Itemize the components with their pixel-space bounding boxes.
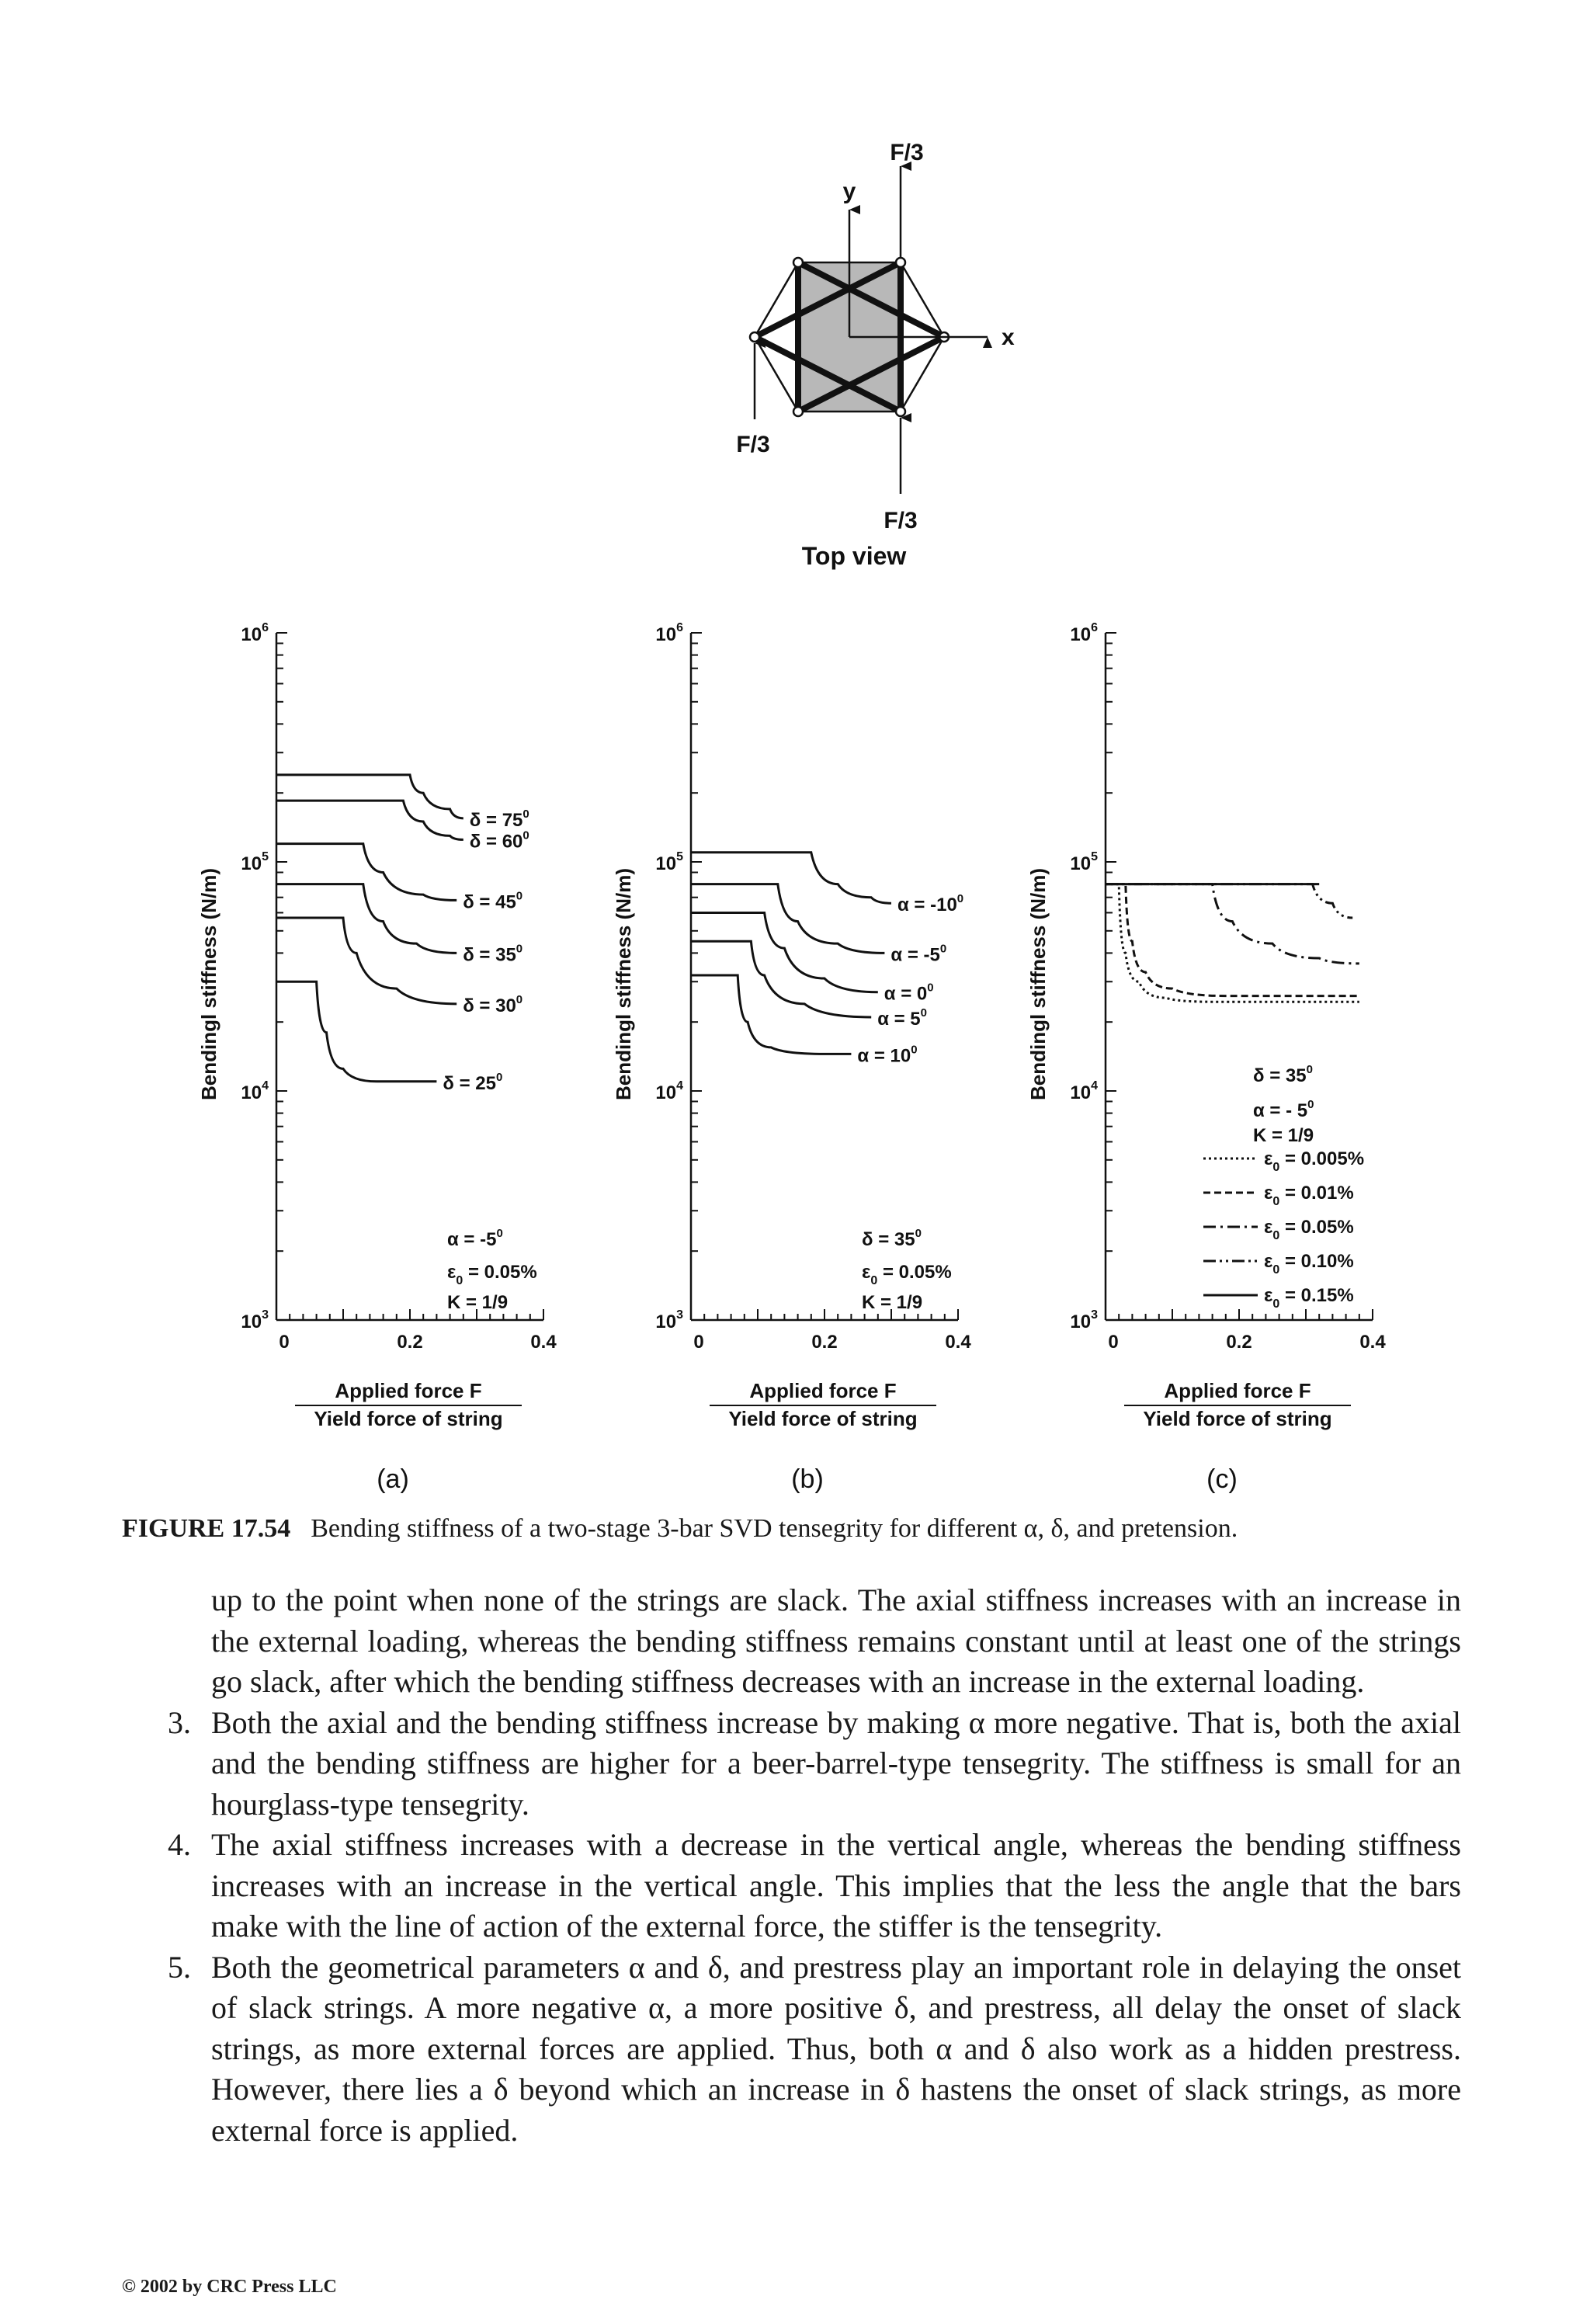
series-label bbox=[470, 808, 529, 831]
series-label bbox=[857, 1043, 917, 1066]
series-label-text: α = 10 bbox=[857, 1045, 911, 1067]
x-tick-label: 0 bbox=[1108, 1332, 1119, 1353]
chart-annotation bbox=[447, 1227, 503, 1250]
legend-subscript: 0 bbox=[1272, 1161, 1280, 1174]
x-tick-label: 0.2 bbox=[1226, 1332, 1252, 1353]
chart-annotation bbox=[1253, 1063, 1313, 1086]
x-axis-label-numerator: Applied force F bbox=[335, 1379, 482, 1402]
figure-caption-label: FIGURE 17.54 bbox=[122, 1514, 291, 1543]
series-label-text: α = 5 bbox=[877, 1008, 921, 1030]
series-line bbox=[691, 884, 884, 954]
legend-entry bbox=[1264, 1183, 1354, 1208]
chart-annotation-superscript: 0 bbox=[1306, 1063, 1313, 1076]
series-label-exponent: 0 bbox=[939, 942, 947, 956]
x-tick-label: 0 bbox=[693, 1332, 704, 1353]
y-tick-label-base: 10 bbox=[655, 1082, 677, 1103]
series-label-exponent: 0 bbox=[927, 981, 934, 995]
series-line bbox=[1106, 884, 1352, 918]
chart-annotation bbox=[1253, 1125, 1314, 1146]
y-axis-label: Bendingl stiffness (N/m) bbox=[612, 867, 635, 1101]
y-tick-label-base: 10 bbox=[1070, 853, 1092, 874]
chart-annotation-text: K = 1/9 bbox=[862, 1292, 923, 1313]
series-label bbox=[463, 889, 522, 912]
chart-annotation-superscript: 0 bbox=[496, 1227, 503, 1240]
figure-caption bbox=[122, 1514, 1488, 1544]
y-tick-label bbox=[655, 850, 683, 874]
list-item-text: The axial stiffness increases with a decrease in the vertical angle, whereas the bending stiffness increases with an increase in the vertical angle. This implies that the less the angle that the bars make with the line of action of the external force, the stiffer is the tensegrity. bbox=[211, 1827, 1461, 1944]
chart-annotation bbox=[862, 1227, 922, 1250]
top-view-diagram bbox=[736, 140, 1015, 570]
legend-entry bbox=[1264, 1217, 1354, 1242]
series-line bbox=[276, 844, 457, 901]
y-tick-label-base: 10 bbox=[655, 853, 677, 874]
y-tick-label bbox=[655, 621, 683, 645]
chart-panels bbox=[197, 621, 1386, 1494]
legend-symbol: ε bbox=[1264, 1217, 1273, 1238]
legend-subscript: 0 bbox=[1272, 1195, 1280, 1208]
list-item-text: Both the axial and the bending stiffness increase by making α more negative. That is, both the axial and the bending stiffness are higher for a beer-barrel-type tensegrity. The stiffness is small for an hourglass-type tensegrity. bbox=[211, 1704, 1461, 1822]
x-tick-label: 0.4 bbox=[945, 1332, 971, 1353]
legend-value: = 0.15% bbox=[1279, 1285, 1354, 1306]
series-label-text: δ = 45 bbox=[463, 891, 516, 913]
series-label-text: δ = 60 bbox=[469, 831, 523, 853]
y-tick-label-base: 10 bbox=[1070, 1311, 1092, 1332]
body-text bbox=[168, 1580, 1461, 2151]
chart-annotation-text: ε bbox=[447, 1262, 457, 1283]
series-label bbox=[897, 892, 963, 915]
series-label-text: α = -5 bbox=[890, 944, 940, 966]
series-line bbox=[691, 941, 871, 1017]
y-tick-label-exponent: 6 bbox=[676, 621, 683, 634]
legend-symbol: ε bbox=[1264, 1251, 1273, 1272]
y-tick-label-exponent: 5 bbox=[676, 850, 683, 863]
list-item-text: Both the geometrical parameters α and δ, and prestress play an important role in delaying the onset of slack strings. A more negative α, a more positive δ, and prestress, all delay the onset of slack strings, as more external forces are applied. Thus, both α and δ also work as a hidden prestress. However, there lies a δ beyond which an increase in δ hastens the onset of slack strings, as more external force is applied. bbox=[211, 1949, 1461, 2148]
chart-annotation bbox=[447, 1292, 508, 1313]
y-tick-label-exponent: 4 bbox=[676, 1079, 683, 1093]
legend-entry bbox=[1264, 1285, 1354, 1311]
top-view-label-left-force: F/3 bbox=[736, 432, 770, 457]
y-tick-label bbox=[241, 621, 269, 645]
chart-annotation-suffix: = 0.05% bbox=[877, 1262, 952, 1283]
y-tick-label-base: 10 bbox=[655, 1311, 677, 1332]
y-tick-label-exponent: 4 bbox=[1091, 1079, 1098, 1093]
chart-panel-a bbox=[197, 621, 557, 1494]
y-tick-label-base: 10 bbox=[1070, 624, 1092, 645]
chart-annotation-superscript: 0 bbox=[1307, 1098, 1314, 1111]
series-line bbox=[276, 981, 436, 1082]
list-item bbox=[168, 1947, 1461, 2152]
x-tick-label: 0.2 bbox=[397, 1332, 423, 1353]
series-label-text: α = 0 bbox=[884, 983, 928, 1005]
legend-value: = 0.01% bbox=[1279, 1183, 1354, 1204]
chart-panel-c bbox=[1026, 621, 1386, 1494]
y-tick-label bbox=[1070, 621, 1098, 645]
legend-entry bbox=[1264, 1148, 1364, 1174]
y-tick-label-base: 10 bbox=[1070, 1082, 1092, 1103]
chart-annotation bbox=[1253, 1098, 1314, 1121]
y-tick-label-exponent: 6 bbox=[1091, 621, 1098, 634]
chart-annotation-text: α = - 5 bbox=[1253, 1100, 1308, 1121]
list-item bbox=[168, 1825, 1461, 1947]
series-label-text: δ = 25 bbox=[443, 1072, 497, 1094]
chart-annotation bbox=[447, 1262, 537, 1287]
series-line bbox=[1106, 884, 1359, 1002]
y-axis-label: Bendingl stiffness (N/m) bbox=[1026, 867, 1050, 1101]
series-label-exponent: 0 bbox=[522, 829, 529, 842]
series-label bbox=[463, 993, 522, 1016]
legend-subscript: 0 bbox=[1272, 1229, 1280, 1242]
series-line bbox=[276, 775, 463, 818]
chart-annotation-subscript: 0 bbox=[456, 1274, 463, 1287]
legend-value: = 0.05% bbox=[1279, 1217, 1354, 1238]
chart-annotation-suffix: = 0.05% bbox=[463, 1262, 537, 1283]
top-view-caption: Top view bbox=[801, 542, 907, 570]
series-label-exponent: 0 bbox=[911, 1043, 918, 1057]
series-line bbox=[691, 912, 878, 992]
y-tick-label-exponent: 5 bbox=[262, 850, 269, 863]
series-label-exponent: 0 bbox=[522, 807, 529, 821]
y-tick-label bbox=[1070, 1079, 1098, 1103]
series-label bbox=[890, 942, 946, 965]
x-tick-label: 0.4 bbox=[1359, 1332, 1386, 1353]
legend-symbol: ε bbox=[1264, 1183, 1273, 1204]
series-label-exponent: 0 bbox=[516, 942, 523, 956]
series-label-exponent: 0 bbox=[956, 892, 964, 906]
panel-label: (b) bbox=[791, 1464, 824, 1494]
y-tick-label bbox=[1070, 1308, 1098, 1332]
legend-entry bbox=[1264, 1251, 1354, 1277]
series-label bbox=[877, 1006, 927, 1030]
panel-label: (c) bbox=[1206, 1464, 1238, 1494]
y-axis-label: Bendingl stiffness (N/m) bbox=[197, 867, 220, 1101]
panel-label: (a) bbox=[377, 1464, 409, 1494]
paragraph-continuation: up to the point when none of the strings are slack. The axial stiffness increases with an increase in the external loading, whereas the bending stiffness remains constant until at least one of the strings go slack, after which the bending stiffness decreases with an increase in the external loading. bbox=[211, 1582, 1461, 1699]
chart-annotation-text: α = -5 bbox=[447, 1229, 497, 1250]
y-tick-label bbox=[655, 1079, 683, 1103]
x-tick-label: 0.2 bbox=[811, 1332, 838, 1353]
y-tick-label-base: 10 bbox=[241, 1082, 262, 1103]
series-label-exponent: 0 bbox=[516, 992, 523, 1006]
copyright-footer: © 2002 by CRC Press LLC bbox=[122, 2277, 337, 2297]
series-label bbox=[884, 981, 934, 1005]
series-line bbox=[1106, 884, 1359, 964]
chart-panel-b bbox=[612, 621, 971, 1494]
y-tick-label-base: 10 bbox=[655, 624, 677, 645]
series-label-text: δ = 35 bbox=[463, 944, 516, 966]
legend-subscript: 0 bbox=[1272, 1263, 1280, 1277]
y-tick-label bbox=[241, 1079, 269, 1103]
y-tick-label-exponent: 6 bbox=[262, 621, 269, 634]
chart-annotation-superscript: 0 bbox=[915, 1227, 922, 1240]
chart-annotation-text: δ = 35 bbox=[862, 1229, 915, 1250]
series-label bbox=[470, 829, 529, 852]
figure-caption-text: Bending stiffness of a two-stage 3-bar SVD tensegrity for different α, δ, and pretension. bbox=[311, 1514, 1238, 1543]
x-axis-label-denominator: Yield force of string bbox=[728, 1407, 918, 1430]
y-tick-label bbox=[241, 1308, 269, 1332]
series-label-exponent: 0 bbox=[920, 1006, 927, 1020]
series-line bbox=[691, 853, 891, 903]
top-view-label-y: y bbox=[842, 179, 856, 204]
x-tick-label: 0 bbox=[279, 1332, 290, 1353]
list-item-number: 3. bbox=[168, 1704, 191, 1740]
legend-symbol: ε bbox=[1264, 1148, 1273, 1169]
y-tick-label-exponent: 4 bbox=[262, 1079, 269, 1093]
y-tick-label-base: 10 bbox=[241, 1311, 262, 1332]
series-label bbox=[463, 942, 522, 965]
chart-annotation-text: K = 1/9 bbox=[447, 1292, 509, 1313]
top-view-label-x: x bbox=[1002, 325, 1015, 350]
x-tick-label: 0.4 bbox=[530, 1332, 557, 1353]
list-item-number: 5. bbox=[168, 1949, 191, 1985]
y-tick-label-exponent: 5 bbox=[1091, 850, 1098, 863]
chart-annotation-subscript: 0 bbox=[870, 1274, 878, 1287]
legend-value: = 0.10% bbox=[1279, 1251, 1354, 1272]
top-view-label-top-force: F/3 bbox=[890, 140, 924, 165]
x-axis-label-numerator: Applied force F bbox=[749, 1379, 897, 1402]
y-tick-label bbox=[1070, 850, 1098, 874]
series-label-exponent: 0 bbox=[516, 889, 523, 903]
chart-annotation-text: δ = 35 bbox=[1253, 1065, 1307, 1086]
y-tick-label-base: 10 bbox=[241, 853, 262, 874]
legend-subscript: 0 bbox=[1272, 1297, 1280, 1311]
list-item-number: 4. bbox=[168, 1827, 191, 1862]
y-tick-label-exponent: 3 bbox=[1091, 1308, 1098, 1322]
chart-annotation-text: ε bbox=[862, 1262, 871, 1283]
series-label-text: α = -10 bbox=[897, 895, 957, 916]
x-axis-label-denominator: Yield force of string bbox=[314, 1407, 503, 1430]
y-tick-label-exponent: 3 bbox=[676, 1308, 683, 1322]
legend-value: = 0.005% bbox=[1279, 1148, 1365, 1169]
x-axis-label-numerator: Applied force F bbox=[1164, 1379, 1311, 1402]
list-item bbox=[168, 1703, 1461, 1826]
y-tick-label-base: 10 bbox=[241, 624, 262, 645]
y-tick-label-exponent: 3 bbox=[262, 1308, 269, 1322]
chart-annotation bbox=[862, 1262, 952, 1287]
series-label-text: δ = 75 bbox=[469, 809, 523, 831]
chart-annotation bbox=[862, 1292, 922, 1313]
y-tick-label bbox=[241, 850, 269, 874]
top-view-label-bottom-force: F/3 bbox=[884, 508, 918, 533]
legend-symbol: ε bbox=[1264, 1285, 1273, 1306]
chart-annotation-text: K = 1/9 bbox=[1253, 1125, 1314, 1146]
series-label-text: δ = 30 bbox=[463, 995, 516, 1016]
series-label-exponent: 0 bbox=[496, 1070, 503, 1084]
series-label bbox=[443, 1071, 502, 1094]
series-line bbox=[276, 918, 457, 1004]
y-tick-label bbox=[655, 1308, 683, 1332]
x-axis-label-denominator: Yield force of string bbox=[1143, 1407, 1332, 1430]
